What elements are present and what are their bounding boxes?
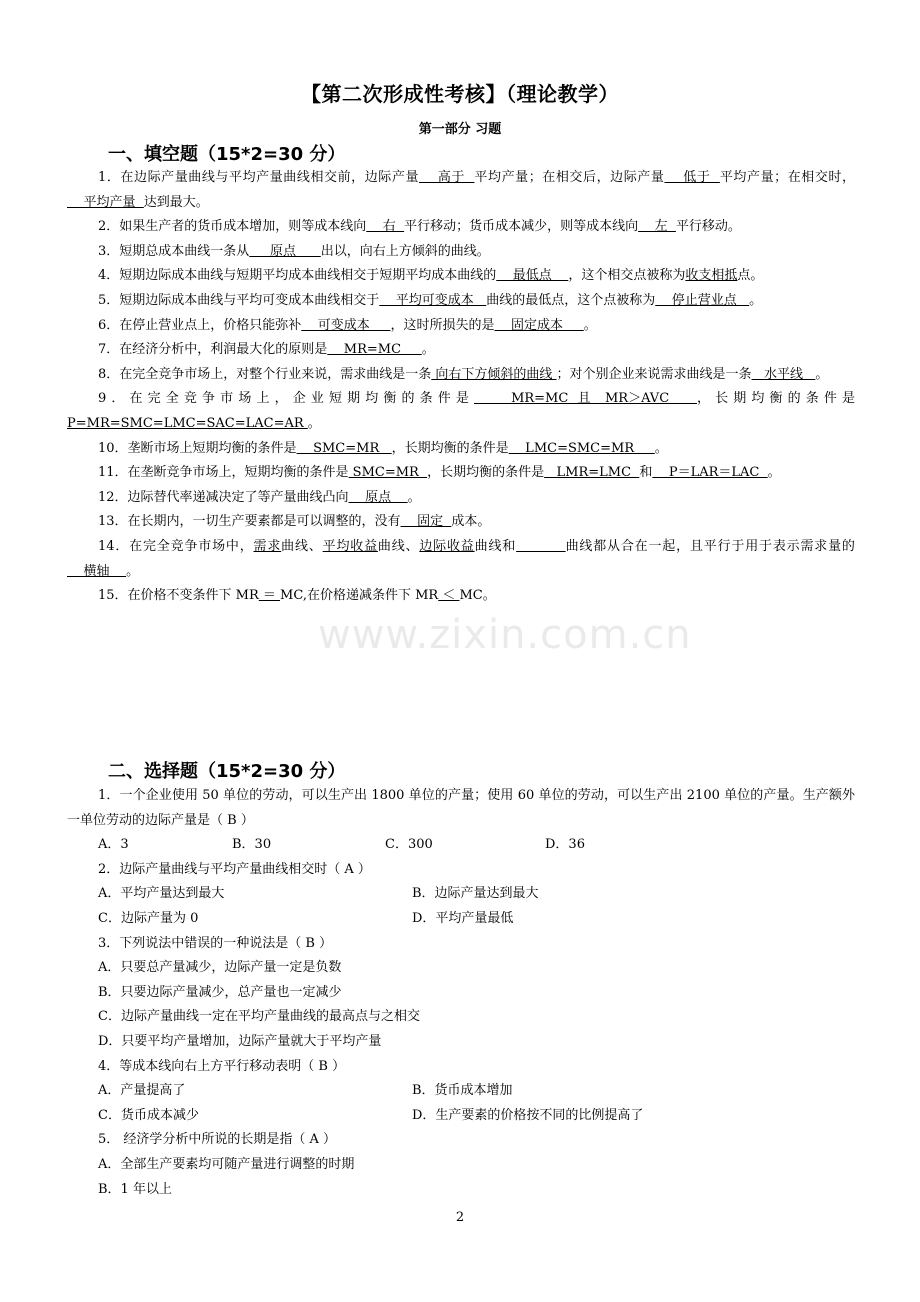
question-text: ，长期均衡的条件是 xyxy=(696,391,855,407)
page-number: 2 xyxy=(455,1210,465,1225)
fill-question xyxy=(67,486,855,511)
choice-option: C．边际产量为 0 xyxy=(98,910,199,926)
question-text: ，这时所损失的是 xyxy=(390,317,495,333)
answer-blank: 水平线 xyxy=(751,366,816,382)
answer-blank: 右 xyxy=(366,219,405,235)
question-text: 8．在完全竞争市场上，对整个行业来说，需求曲线是一条 xyxy=(98,366,432,382)
question-text: 。 xyxy=(407,489,421,505)
answer-blank: 平均收益 xyxy=(322,538,378,554)
answer-blank: 原点 xyxy=(348,489,408,505)
choice-question-stem: 5． 经济学分析中所说的长期是指（ A ） xyxy=(98,1132,337,1148)
choice-options-row xyxy=(67,1079,855,1104)
question-text: 9．在完全竞争市场上，企业短期均衡的条件是 xyxy=(98,391,475,407)
choice-options-row xyxy=(67,1104,855,1129)
answer-blank: SMC=MR xyxy=(348,465,428,481)
fill-question xyxy=(67,461,855,486)
answer-blank: 向右下方倾斜的曲线 xyxy=(431,366,557,382)
answer-blank: 最低点 xyxy=(496,268,569,284)
section-heading-multiple-choice: 二、选择题（15*2=30 分） xyxy=(108,761,346,782)
answer-blank: P＝LAR＝LAC xyxy=(652,465,768,481)
fill-question xyxy=(67,338,855,363)
answer-blank: 收支相抵 xyxy=(685,268,738,284)
choice-option: D．平均产量最低 xyxy=(412,910,514,926)
question-text: 。 xyxy=(749,292,763,308)
choice-question-stem: 4．等成本线向右上方平行移动表明（ B ） xyxy=(98,1058,346,1074)
fill-question xyxy=(67,387,855,436)
question-text: 15．在价格不变条件下 MR xyxy=(98,588,259,604)
question-text: 平均产量；在相交时， xyxy=(719,170,856,185)
answer-blank: 横轴 xyxy=(67,563,127,579)
question-text: ，长期均衡的条件是 xyxy=(391,440,509,456)
answer-blank: 需求 xyxy=(253,538,282,554)
question-text: MC。 xyxy=(459,588,496,604)
question-text: ，长期均衡的条件是 xyxy=(427,465,545,481)
answer-blank: MR=MC 且 MR＞AVC xyxy=(474,391,697,407)
question-text: 。 xyxy=(307,415,321,431)
answer-blank: 平均可变成本 xyxy=(379,292,487,308)
fill-question xyxy=(67,437,855,462)
question-text: 3．短期总成本曲线一条从 xyxy=(98,243,250,259)
choice-option: D．36 xyxy=(545,837,585,853)
question-text: MC,在价格递减条件下 MR xyxy=(280,588,439,604)
fill-question xyxy=(67,264,855,289)
answer-blank: LMC=SMC=MR xyxy=(508,440,655,456)
choice-option: D．生产要素的价格按不同的比例提高了 xyxy=(412,1107,644,1123)
answer-blank: 停止营业点 xyxy=(655,292,750,308)
question-text: 14．在完全竞争市场中， xyxy=(98,538,254,554)
question-text: 4．短期边际成本曲线与短期平均成本曲线相交于短期平均成本曲线的 xyxy=(98,268,497,284)
fill-question xyxy=(67,314,855,339)
question-text: 10．垄断市场上短期均衡的条件是 xyxy=(98,440,297,456)
question-text: 曲线、 xyxy=(281,538,323,554)
question-text: 达到最大。 xyxy=(143,194,209,210)
answer-blank: MR=MC xyxy=(327,342,422,358)
choice-option: C．货币成本减少 xyxy=(98,1107,199,1123)
question-text: 5．短期边际成本曲线与平均可变成本曲线相交于 xyxy=(98,292,380,308)
choice-option: D．只要平均产量增加，边际产量就大于平均产量 xyxy=(98,1033,382,1049)
section-heading-fill-in: 一、填空题（15*2=30 分） xyxy=(108,144,346,165)
question-text: 平行移动。 xyxy=(675,219,741,235)
question-text: 平行移动；货币成本减少，则等成本线向 xyxy=(404,219,639,235)
choice-option: B．只要边际产量减少，总产量也一定减少 xyxy=(98,984,342,1000)
choice-option: B．1 年以上 xyxy=(98,1181,172,1197)
question-text: 曲线和 xyxy=(474,538,517,554)
choice-option: A．产量提高了 xyxy=(98,1083,186,1099)
fill-in-questions xyxy=(67,166,855,609)
question-text: 点。 xyxy=(737,268,764,284)
question-text: ；对个别企业来说需求曲线是一条 xyxy=(556,366,752,382)
question-text: 。 xyxy=(654,440,668,456)
question-text: 。 xyxy=(815,366,829,382)
choice-option: A．平均产量达到最大 xyxy=(98,886,225,902)
question-text: 1．在边际产量曲线与平均产量曲线相交前，边际产量 xyxy=(98,170,420,185)
choice-question-stem: 1．一个企业使用 50 单位的劳动，可以生产出 1800 单位的产量；使用 60 单位的劳动，可以生产出 2100 单位的产量。生产额外一单位劳动的边际产量是（ B ） xyxy=(67,788,855,828)
question-text: 12．边际替代率递减决定了等产量曲线凸向 xyxy=(98,489,349,505)
fill-question xyxy=(67,535,855,584)
answer-blank: 低于 xyxy=(664,170,720,185)
fill-question xyxy=(67,289,855,314)
choice-options-row xyxy=(67,833,855,858)
question-text: 2．如果生产者的货币成本增加，则等成本线向 xyxy=(98,219,367,235)
page-title: 【第二次形成性考核】（理论教学） xyxy=(301,82,619,106)
fill-question xyxy=(67,510,855,535)
question-text: 曲线的最低点，这个点被称为 xyxy=(486,292,656,308)
question-text: 成本。 xyxy=(451,514,491,530)
answer-blank: 固定成本 xyxy=(494,317,584,333)
choice-option: B．30 xyxy=(232,837,272,853)
fill-question xyxy=(67,363,855,388)
answer-blank: 原点 xyxy=(249,243,321,259)
choice-options-row xyxy=(67,882,855,907)
multiple-choice-questions xyxy=(67,784,855,1202)
question-text: 平均产量；在相交后，边际产量 xyxy=(474,170,665,185)
question-text: 6．在停止营业点上，价格只能弥补 xyxy=(98,317,302,333)
answer-blank: ＜ xyxy=(438,588,460,604)
question-text: 。 xyxy=(421,342,435,358)
answer-blank: 可变成本 xyxy=(301,317,391,333)
question-text: 。 xyxy=(767,465,781,481)
choice-option: A．全部生产要素均可随产量进行调整的时期 xyxy=(98,1156,355,1172)
choice-question-stem: 3．下列说法中错误的一种说法是（ B ） xyxy=(98,935,333,951)
question-text: 曲线都从合在一起，且平行于用于表示需求量的 xyxy=(565,538,855,554)
fill-question xyxy=(67,215,855,240)
choice-options-row xyxy=(67,907,855,932)
answer-blank: ＝ xyxy=(258,588,281,604)
question-text: 出以，向右上方倾斜的曲线。 xyxy=(320,243,490,259)
answer-blank: 左 xyxy=(638,219,676,235)
choice-option: B．货币成本增加 xyxy=(412,1083,513,1099)
answer-blank: P=MR=SMC=LMC=SAC=LAC=AR xyxy=(67,415,308,431)
question-text: ，这个相交点被称为 xyxy=(568,268,686,284)
answer-blank: 固定 xyxy=(400,514,452,530)
question-text: 13．在长期内，一切生产要素都是可以调整的，没有 xyxy=(98,514,401,530)
choice-question-stem: 2．边际产量曲线与平均产量曲线相交时（ A ） xyxy=(98,861,371,877)
choice-option: B．边际产量达到最大 xyxy=(412,886,539,902)
answer-blank: 高于 xyxy=(419,170,475,185)
fill-question xyxy=(67,584,855,609)
question-text: 7．在经济分析中，利润最大化的原则是 xyxy=(98,342,328,358)
question-text: 。 xyxy=(126,563,140,579)
fill-question xyxy=(67,166,855,215)
answer-blank: SMC=MR xyxy=(296,440,392,456)
choice-option: A．只要总产量减少，边际产量一定是负数 xyxy=(98,960,342,976)
answer-blank: LMR=LMC xyxy=(544,465,640,481)
question-text: 曲线、 xyxy=(377,538,420,554)
watermark: www.zixin.com.cn xyxy=(318,612,692,658)
question-text: 。 xyxy=(583,317,597,333)
question-text: 11．在垄断竞争市场上，短期均衡的条件是 xyxy=(98,465,349,481)
answer-blank: 平均产量 xyxy=(67,194,144,210)
question-text: 和 xyxy=(639,465,653,481)
fill-question xyxy=(67,240,855,265)
choice-option: C．300 xyxy=(385,837,433,853)
choice-option: A．3 xyxy=(98,837,129,853)
answer-blank: 边际收益 xyxy=(419,538,475,554)
choice-option: C．边际产量曲线一定在平均产量曲线的最高点与之相交 xyxy=(98,1009,420,1025)
answer-blank xyxy=(516,539,566,554)
page-subtitle: 第一部分 习题 xyxy=(418,122,502,137)
